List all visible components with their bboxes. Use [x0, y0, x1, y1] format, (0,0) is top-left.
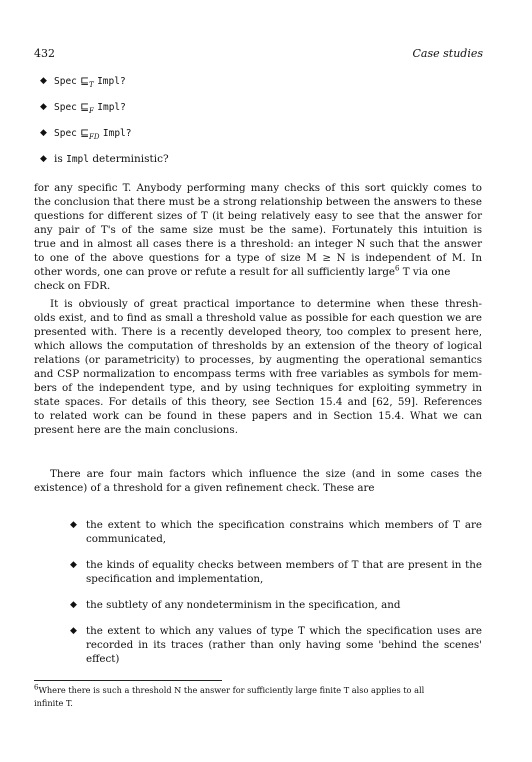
bullet-icon: ◆: [70, 520, 77, 530]
body-line: other words, one can prove or refute a result for all sufficiently large$^6$ T via one: [34, 264, 451, 278]
bullet-icon: ◆: [40, 102, 47, 112]
list-item-line: communicated,: [86, 533, 167, 545]
page-header: [34, 47, 483, 61]
body-line: to related work can be found in these papers and in Section 15.4. What we can: [34, 410, 482, 422]
footnote-number: 6: [34, 683, 39, 692]
list-item-line: specification and implementation,: [86, 573, 264, 585]
body-line: existence) of a threshold for a given refinement check. These are: [34, 482, 375, 494]
body-line: questions for different sizes of T (it being relatively easy to see that the answer for: [34, 210, 482, 222]
body-line: It is obviously of great practical importance to determine when these thresh-: [50, 298, 482, 310]
footnote-line: $^6$Where there is such a threshold N the answer for sufficiently large finite T also applies to all: [34, 683, 425, 695]
body-line: which allows the computation of thresholds by an extension of the theory of logical: [34, 340, 482, 352]
footnote-rule: [34, 680, 222, 681]
footnote-line: infinite T.: [34, 698, 73, 708]
question-item: ◆ Spec $⊑_T$ Impl?: [40, 75, 126, 89]
running-title: Case studies: [412, 47, 483, 60]
body-line: olds exist, and to find as small a threshold value as possible for each question we are: [34, 312, 482, 324]
body-line: present here are the main conclusions.: [34, 424, 238, 436]
body-line: any pair of T's of the same size must be the same). Fortunately this intuition is: [34, 224, 482, 236]
bullet-icon: ◆: [40, 128, 47, 138]
body-line: the conclusion that there must be a strong relationship between the answers to these: [34, 196, 483, 208]
list-item-line: effect): [86, 653, 120, 665]
page-number: 432: [34, 47, 55, 60]
body-line: check on FDR.: [34, 280, 111, 292]
list-item-line: recorded in its traces (rather than only having some 'behind the scenes': [86, 639, 482, 651]
body-line: There are four main factors which influence the size (and in some cases the: [50, 468, 482, 480]
body-line: relations (or parametricity) to processes, by augmenting the operational semantics: [34, 354, 482, 366]
question-item: ◆ Spec $⊑_{FD}$ Impl?: [40, 127, 132, 141]
body-line: to one of the above questions for a type of size M ≥ N is independent of M. In: [34, 252, 482, 264]
body-line: bers of the independent type, and by using techniques for exploiting symmetry in: [34, 382, 482, 394]
body-line: and CSP normalization to encompass terms with free variables as symbols for mem-: [34, 368, 482, 380]
bullet-icon: ◆: [70, 560, 77, 570]
body-line: true and in almost all cases there is a threshold: an integer N such that the answer: [34, 238, 482, 250]
bullet-icon: ◆: [40, 154, 47, 164]
question-item: ◆ Spec $⊑_F$ Impl?: [40, 101, 126, 115]
list-item-line: the subtlety of any nondeterminism in the specification, and: [86, 599, 401, 611]
footnote-reference: 6: [395, 264, 400, 273]
bullet-icon: ◆: [40, 76, 47, 86]
list-item-line: the extent to which the specification constrains which members of T are: [86, 519, 482, 531]
question-item: ◆ is Impl deterministic?: [40, 153, 169, 165]
body-line: for any specific T. Anybody performing many checks of this sort quickly comes to: [34, 182, 482, 194]
list-item-line: the extent to which any values of type T which the specification uses are: [86, 625, 482, 637]
body-line: state spaces. For details of this theory, see Section 15.4 and [62, 59]. References: [34, 396, 482, 408]
body-line: presented with. There is a recently developed theory, too complex to present here,: [34, 326, 482, 338]
list-item-line: the kinds of equality checks between members of T that are present in the: [86, 559, 482, 571]
bullet-icon: ◆: [70, 600, 77, 610]
bullet-icon: ◆: [70, 626, 77, 636]
